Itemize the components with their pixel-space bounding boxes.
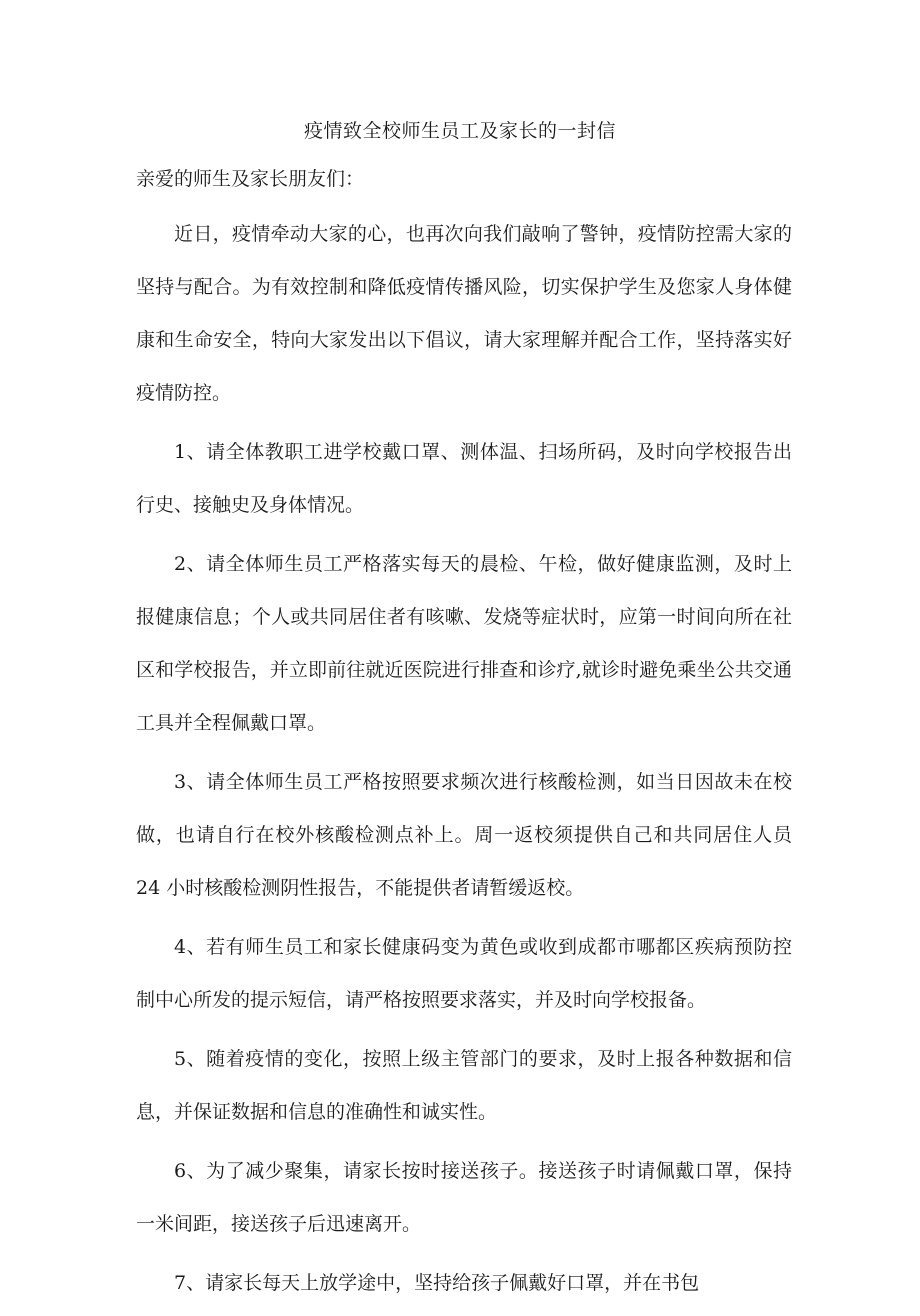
item-paragraph-3: 3、请全体师生员工严格按照要求频次进行核酸检测，如当日因故未在校做，也请自行在校外核酸检测点补上。周一返校须提供自己和共同居住人员 24 小时核酸检测阴性报告，不能提供者请暂缓返校。 [136,771,792,899]
item-paragraph-1: 1、请全体教职工进学校戴口罩、测体温、扫场所码，及时向学校报告出行史、接触史及身体情况。 [136,441,792,516]
salutation: 亲爱的师生及家长朋友们： [136,168,365,190]
intro-paragraph: 近日，疫情牵动大家的心，也再次向我们敲响了警钟，疫情防控需大家的坚持与配合。为有效控制和降低疫情传播风险，切实保护学生及您家人身体健康和生命安全，特向大家发出以下倡议，请大家理解并配合工作，坚持落实好疫情防控。 [136,223,792,404]
item-paragraph-4: 4、若有师生员工和家长健康码变为黄色或收到成都市哪都区疾病预防控制中心所发的提示短信，请严格按照要求落实，并及时向学校报备。 [136,936,792,1011]
letter-body [136,208,792,1316]
item-paragraph-6: 6、为了减少聚集，请家长按时接送孩子。接送孩子时请佩戴口罩，保持一米间距，接送孩子后迅速离开。 [136,1160,792,1235]
item-paragraph-5: 5、随着疫情的变化，按照上级主管部门的要求，及时上报各种数据和信息，并保证数据和信息的准确性和诚实性。 [136,1048,792,1123]
item-paragraph-2: 2、请全体师生员工严格落实每天的晨检、午检，做好健康监测，及时上报健康信息；个人或共同居住者有咳嗽、发烧等症状时，应第一时间向所在社区和学校报告，并立即前往就近医院进行排查和诊疗,就诊时避免乘坐公共交通工具并全程佩戴口罩。 [136,553,792,734]
item-paragraph-7: 7、请家长每天上放学途中，坚持给孩子佩戴好口罩，并在书包 [174,1272,700,1294]
letter-title: 疫情致全校师生员工及家长的一封信 [303,120,616,142]
